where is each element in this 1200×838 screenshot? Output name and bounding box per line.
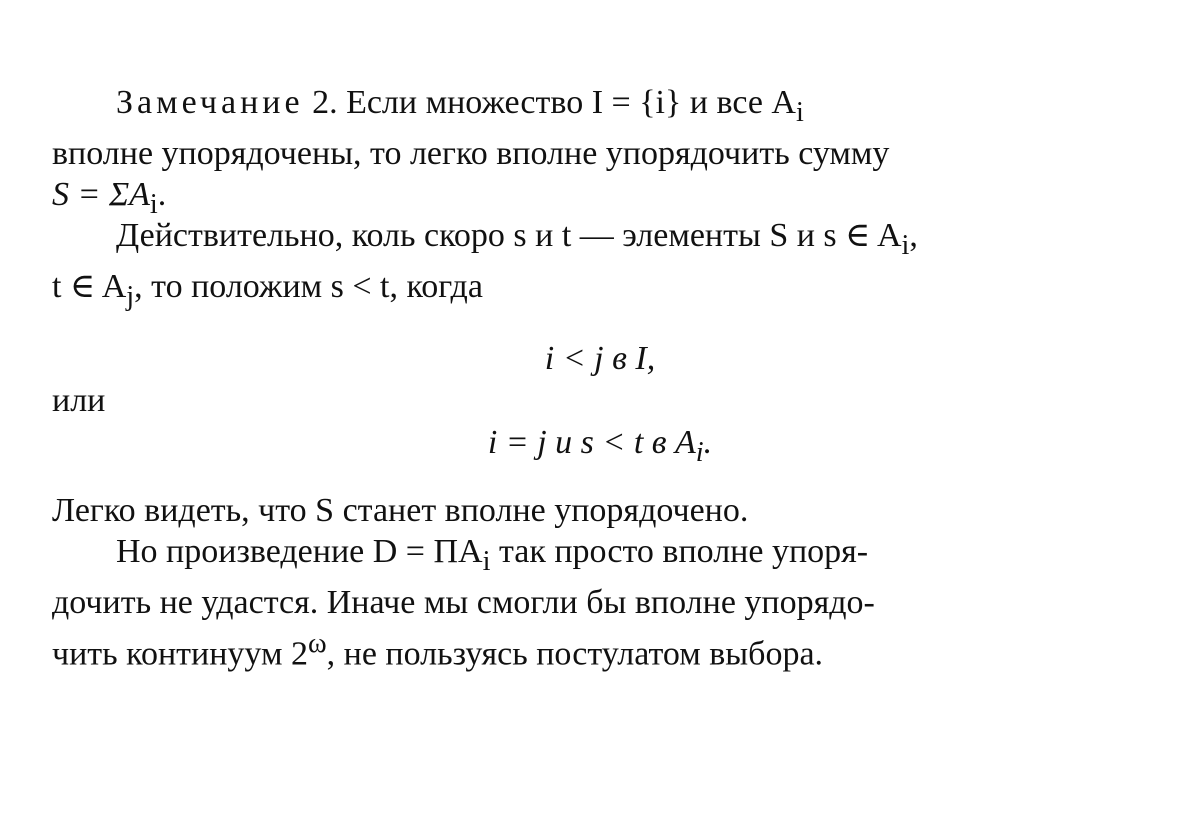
proof-line-1 [52,215,1150,266]
conclusion-line-1: Легко видеть, что S станет вполне упорядочено. [52,492,749,529]
remark-paragraph [52,82,1150,225]
continuum-sup: ω [307,627,327,659]
formula-2-text: i = j и s < t в A [487,424,696,461]
product-sub: i [482,545,491,577]
remark-number: 2. [312,84,338,121]
sum-formula: S = ΣA [52,175,150,213]
formula-2-end: . [703,424,713,461]
proof-text-2: t ∈ A [52,267,127,305]
remark-line-2: вполне упорядочены, то легко вполне упорядочить сумму [52,134,890,172]
proof-end-2: , то положим s < t, когда [134,267,483,305]
remark-label: Замечание [116,84,304,121]
conclusion-line-2 [52,531,1150,582]
proof-sub-1: i [901,229,910,261]
sum-end: . [157,175,167,213]
formula-2-sub: i [695,436,704,468]
proof-text-1: Действительно, коль скоро s и t — элементы S и s ∈ A [116,217,902,254]
conclusion-text-2: так просто вполне упоря- [490,533,869,570]
proof-line-2 [52,266,1150,317]
sum-sub: i [149,188,158,220]
conclusion-line-3: дочить не удастся. Иначе мы смогли бы вполне упорядо- [52,583,875,621]
formula-2 [0,422,1200,473]
proof-end-1: , [909,217,918,254]
conclusion-paragraph [52,490,1150,674]
continuum-text: чить континуум 2 [52,635,308,673]
or-label: или [52,382,106,419]
remark-sub-1: i [795,96,804,128]
remark-line-1 [52,82,1150,133]
remark-text-1: Если множество I = {i} и все A [346,84,796,121]
conclusion-text-4: , не пользуясь постулатом выбора. [326,635,824,673]
conclusion-line-4 [52,623,1150,674]
formula-1: i < j в I, [544,340,656,377]
proof-paragraph [52,215,1150,317]
product-text: Но произведение D = ΠA [116,533,483,570]
proof-sub-2: j [126,280,135,312]
